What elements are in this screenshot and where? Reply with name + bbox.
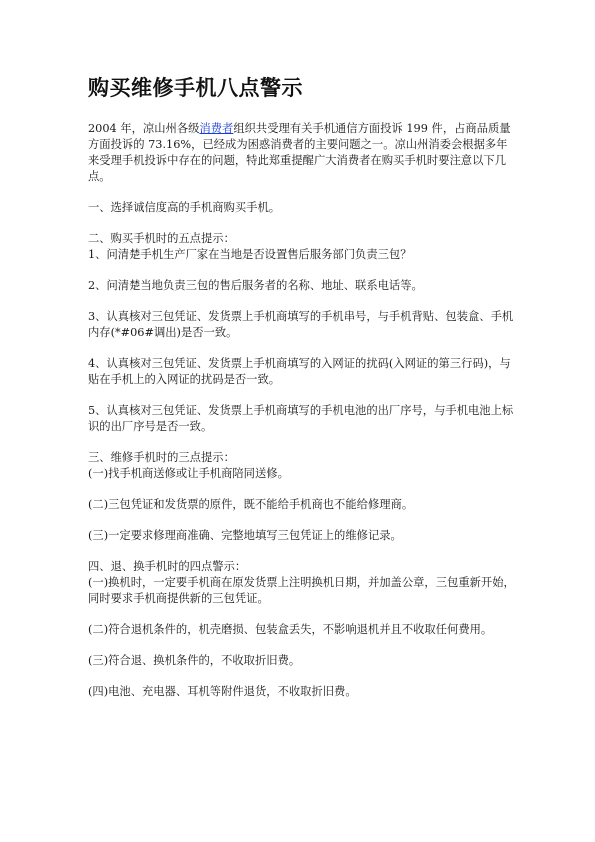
section-4-item: (四)电池、充电器、耳机等附件退货，不收取折旧费。 xyxy=(88,685,357,698)
section-2-item: 4、认真核对三包凭证、发货票上手机商填写的入网证的扰码(入网证的第三行码)，与贴在手机上的入网证的扰码是否一致。 xyxy=(88,357,511,386)
intro-text-before: 2004 年，凉山州各级 xyxy=(88,122,200,135)
section-4-item: (一)换机时，一定要手机商在原发货票上注明换机日期，并加盖公章，三包重新开始，同时要求手机商提供新的三包凭证。 xyxy=(88,576,515,605)
section-4-heading: 四、退、换手机时的四点警示： xyxy=(88,560,247,573)
section-2-item: 3、认真核对三包凭证、发货票上手机商填写的手机串号，与手机背贴、包装盒、手机内存(*#06#调出)是否一致。 xyxy=(88,310,514,339)
page-title: 购买维修手机八点警示 xyxy=(88,76,303,100)
intro-text-after: 组织共受理有关手机通信方面投诉 199 件，占商品质量方面投诉的 73.16%，已经成为困惑消费者的主要问题之一。凉山州消委会根据多年来受理手机投诉中存在的问题，特此郑重提醒广大消费者在购买手机时要注意以下几点。 xyxy=(88,122,511,183)
intro-paragraph xyxy=(88,121,518,185)
consumer-link[interactable]: 消费者 xyxy=(199,122,234,135)
section-1: 一、选择诚信度高的手机商购买手机。 xyxy=(88,201,281,214)
section-2-heading: 二、购买手机时的五点提示： xyxy=(88,232,235,245)
document-body xyxy=(88,121,518,700)
section-2-item: 2、问清楚当地负责三包的售后服务者的名称、地址、联系电话等。 xyxy=(88,279,423,292)
section-4-item: (二)符合退机条件的，机壳磨损、包装盒丢失，不影响退机并且不收取任何费用。 xyxy=(88,623,493,636)
section-2-item: 5、认真核对三包凭证、发货票上手机商填写的手机电池的出厂序号，与手机电池上标识的出厂序号是否一致。 xyxy=(88,404,514,433)
section-3-heading: 三、维修手机时的三点提示： xyxy=(88,451,235,464)
section-4-item: (三)符合退、换机条件的，不收取折旧费。 xyxy=(88,654,301,667)
section-3-item: (二)三包凭证和发货票的原件，既不能给手机商也不能给修理商。 xyxy=(88,498,414,511)
section-3-item: (一)找手机商送修或让手机商陪同送修。 xyxy=(88,467,289,480)
section-3-item: (三)一定要求修理商准确、完整地填写三包凭证上的维修记录。 xyxy=(88,529,402,542)
section-2-item: 1、问清楚手机生产厂家在当地是否设置售后服务部门负责三包？ xyxy=(88,248,412,261)
